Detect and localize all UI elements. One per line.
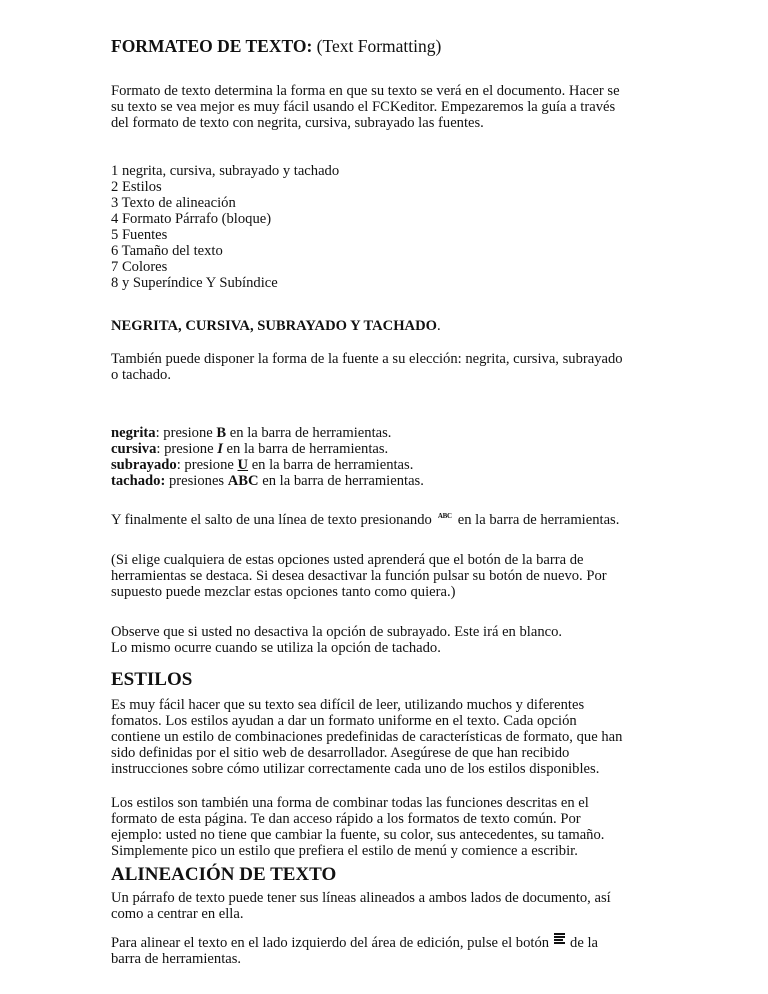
list-item: 8 y Superíndice Y Subíndice — [111, 275, 278, 291]
text-line: fomatos. Los estilos ayudan a dar un formato uniforme en el texto. Cada opción — [111, 713, 577, 729]
text-line: herramientas se destaca. Si desea desactivar la función pulsar su botón de nuevo. Por — [111, 568, 607, 584]
section-heading-alineacion: ALINEACIÓN DE TEXTO — [111, 864, 337, 885]
alineacion-paragraph-1 — [111, 890, 711, 922]
text-line: Lo mismo ocurre cuando se utiliza la opción de tachado. — [111, 640, 441, 656]
text-line: como a centrar en ella. — [111, 906, 244, 922]
list-item: 2 Estilos — [111, 179, 162, 195]
text: en la barra de herramientas. — [457, 512, 620, 528]
estilos-paragraph-1 — [111, 697, 711, 777]
key: U — [237, 457, 249, 473]
document-title — [111, 36, 671, 56]
term: cursiva — [111, 441, 157, 457]
note-paragraph — [111, 552, 671, 600]
section1-paragraph — [111, 351, 671, 383]
text: Y finalmente el salto de una línea de texto presionando — [111, 512, 432, 528]
text-line: del formato de texto con negrita, cursiva, subrayado las fuentes. — [111, 115, 484, 131]
text-line: su texto se vea mejor es muy fácil usando el FCKeditor. Empezaremos la guía a través — [111, 99, 616, 115]
rest: en la barra de herramientas. — [222, 441, 389, 457]
key: ABC — [227, 473, 259, 489]
section-heading-estilos: ESTILOS — [111, 669, 193, 690]
list-item: 3 Texto de alineación — [111, 195, 236, 211]
text-line: ejemplo: usted no tiene que cambiar la fuente, su color, sus antecedentes, su tamaño. — [111, 827, 605, 843]
estilos-paragraph-2 — [111, 795, 711, 859]
text-line: o tachado. — [111, 367, 171, 383]
key: B — [216, 425, 227, 441]
term: subrayado — [111, 457, 177, 473]
align-left-icon — [554, 933, 565, 945]
title-rest: (Text Formatting) — [312, 36, 442, 56]
text: de la — [570, 935, 599, 951]
heading-text: NEGRITA, CURSIVA, SUBRAYADO Y TACHADO — [111, 318, 437, 334]
text-line: Observe que si usted no desactiva la opción de subrayado. Este irá en blanco. — [111, 624, 563, 640]
text-line: Un párrafo de texto puede tener sus líneas alineados a ambos lados de documento, así — [111, 890, 611, 906]
list-item: 4 Formato Párrafo (bloque) — [111, 211, 272, 227]
sep: : presione — [155, 425, 217, 441]
table-of-contents — [111, 163, 671, 291]
title-bold: FORMATEO DE TEXTO: — [111, 36, 313, 56]
text: Para alinear el texto en el lado izquierdo del área de edición, pulse el botón — [111, 935, 550, 951]
list-item: 6 Tamaño del texto — [111, 243, 223, 259]
text-line: instrucciones sobre cómo utilizar correctamente cada uno de los estilos disponibles. — [111, 761, 600, 777]
term: tachado: — [111, 473, 166, 489]
sep: : presione — [176, 457, 238, 473]
text-line: formato de esta página. Te dan acceso rápido a los formatos de texto común. Por — [111, 811, 581, 827]
text-line: sido definidas por el sitio web de desarrollador. Asegúrese de que han recibido — [111, 745, 570, 761]
text-line: contiene un estilo de combinaciones predefinidas de características de formato, que han — [111, 729, 623, 745]
alineacion-paragraph-2 — [111, 933, 711, 967]
strikethrough-icon: ABC — [437, 512, 452, 520]
text-line: barra de herramientas. — [111, 951, 242, 967]
key: I — [217, 441, 223, 457]
finally-line — [111, 512, 711, 528]
observe-paragraph — [111, 624, 671, 656]
list-item — [111, 425, 671, 441]
list-item — [111, 457, 671, 473]
text-line: supuesto puede mezclar estas opciones tanto como quiera.) — [111, 584, 456, 600]
list-item — [111, 441, 671, 457]
text-line: (Si elige cualquiera de estas opciones usted aprenderá que el botón de la barra de — [111, 552, 584, 568]
sep: presiones — [165, 473, 228, 489]
intro-paragraph — [111, 83, 671, 131]
text-line — [111, 933, 711, 951]
text-line: También puede disponer la forma de la fuente a su elección: negrita, cursiva, subrayado — [111, 351, 623, 367]
text-line: Es muy fácil hacer que su texto sea difícil de leer, utilizando muchos y diferentes — [111, 697, 585, 713]
format-key-list — [111, 425, 671, 489]
list-item: 5 Fuentes — [111, 227, 168, 243]
text-line: Los estilos son también una forma de combinar todas las funciones descritas en el — [111, 795, 589, 811]
section-heading-negrita — [111, 318, 671, 334]
rest: en la barra de herramientas. — [226, 425, 392, 441]
list-item: 1 negrita, cursiva, subrayado y tachado — [111, 163, 340, 179]
rest: en la barra de herramientas. — [248, 457, 414, 473]
heading-period: . — [437, 318, 441, 334]
rest: en la barra de herramientas. — [258, 473, 424, 489]
list-item — [111, 473, 671, 489]
list-item: 7 Colores — [111, 259, 168, 275]
term: negrita — [111, 425, 156, 441]
text-line: Simplemente pico un estilo que prefiera el estilo de menú y comience a escribir. — [111, 843, 578, 859]
sep: : presione — [156, 441, 218, 457]
text-line: Formato de texto determina la forma en que su texto se verá en el documento. Hacer se — [111, 83, 620, 99]
